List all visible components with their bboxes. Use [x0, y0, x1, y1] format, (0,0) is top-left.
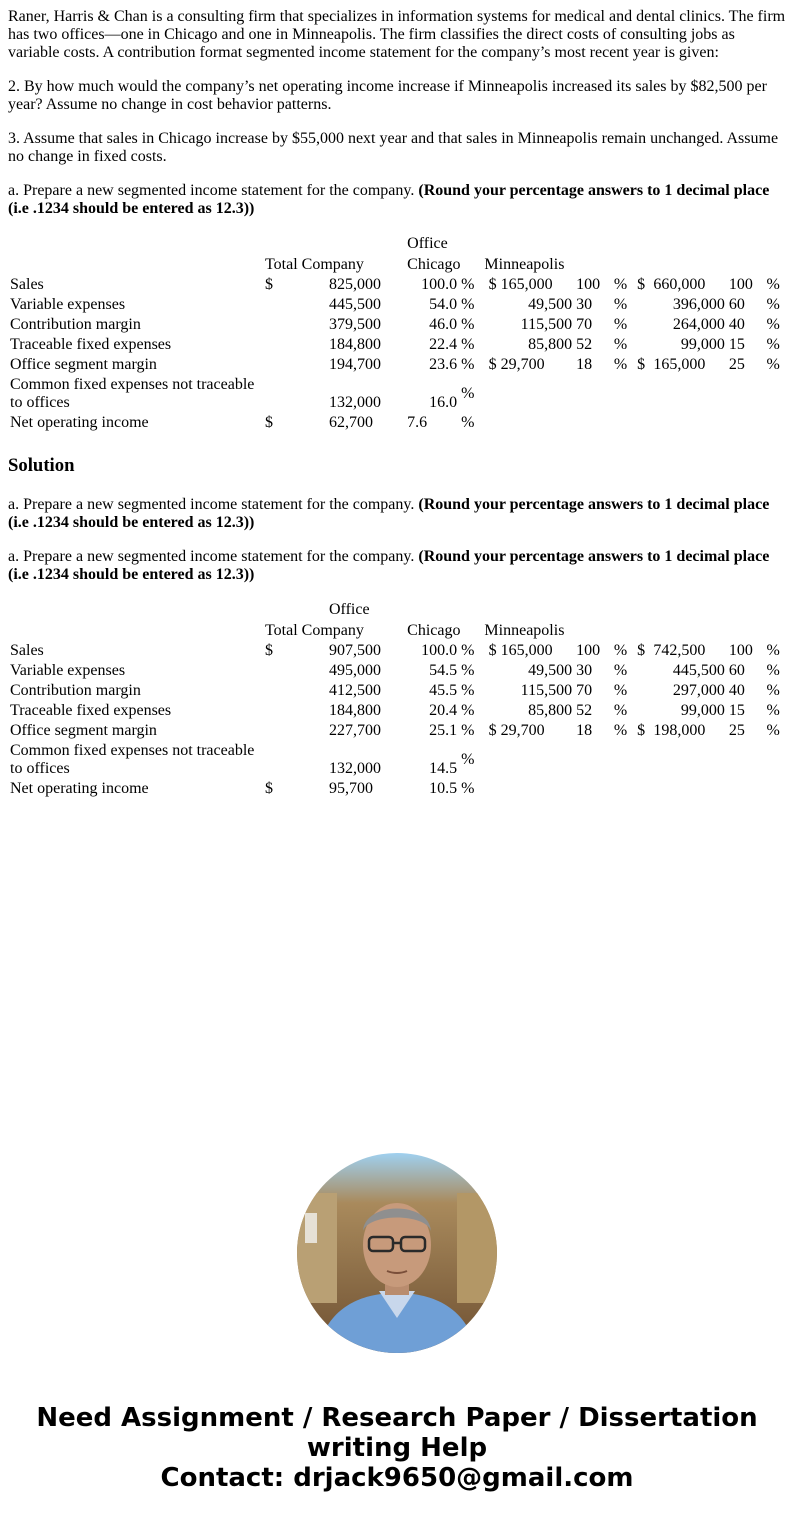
table-row: Variable expenses 495,000 54.5 % 49,500 30 % 445,500 60 %	[10, 662, 780, 679]
author-avatar	[297, 1153, 497, 1353]
part-a-instruction: a. Prepare a new segmented income statement for the company. (Round your percentage answers to 1 decimal place (i.e .1234 should be entered as 12.3))	[8, 182, 770, 217]
table-row: Traceable fixed expenses 184,800 22.4 % 85,800 52 % 99,000 15 %	[10, 336, 780, 353]
part-a-instruction-repeat-1: a. Prepare a new segmented income statement for the company. (Round your percentage answers to 1 decimal place (i.e .1234 should be entered as 12.3))	[8, 496, 770, 531]
table-row: Net operating income $ 95,700 10.5 %	[10, 780, 475, 797]
office-header: Office	[407, 235, 448, 252]
footer-email-line: Contact: drjack9650@gmail.com	[160, 1463, 634, 1493]
income-statement-table-1	[8, 234, 788, 433]
footer-contact	[0, 1403, 794, 1493]
intro-paragraph: Raner, Harris & Chan is a consulting firm that specializes in information systems for medical and dental clinics. The firm has two offices—one in Chicago and one in Minneapolis. The firm classifies the direct costs of consulting jobs as variable costs. A contribution format segmented income statement for the company’s most recent year is given:	[8, 8, 786, 61]
minneapolis-header: Minneapolis	[484, 256, 565, 273]
table-row: Office segment margin 227,700 25.1 % $ 29,700 18 % $ 198,000 25 %	[10, 722, 780, 739]
table-row: Traceable fixed expenses 184,800 20.4 % 85,800 52 % 99,000 15 %	[10, 702, 780, 719]
minneapolis-header: Minneapolis	[484, 622, 565, 639]
table-row: Variable expenses 445,500 54.0 % 49,500 30 % 396,000 60 %	[10, 296, 780, 313]
table-row: Common fixed expenses not traceable to offices 132,000 14.5 %	[10, 742, 475, 777]
table-row: Office segment margin 194,700 23.6 % $ 29,700 18 % $ 165,000 25 %	[10, 356, 780, 373]
total-company-header: Total Company	[265, 256, 364, 273]
table-row: Contribution margin 379,500 46.0 % 115,500 70 % 264,000 40 %	[10, 316, 780, 333]
table-row: Common fixed expenses not traceable to offices 132,000 16.0 %	[10, 376, 475, 411]
office-header: Office	[329, 601, 370, 618]
income-statement-table-2	[8, 600, 788, 799]
solution-heading: Solution	[8, 455, 75, 476]
table-row: Sales $ 825,000 100.0 % $ 165,000 100 % $ 660,000 100 %	[10, 276, 780, 293]
part-a-instruction-repeat-2: a. Prepare a new segmented income statement for the company. (Round your percentage answers to 1 decimal place (i.e .1234 should be entered as 12.3))	[8, 548, 770, 583]
total-company-header: Total Company	[265, 622, 364, 639]
table-row: Sales $ 907,500 100.0 % $ 165,000 100 % $ 742,500 100 %	[10, 642, 780, 659]
question-2: 2. By how much would the company’s net operating income increase if Minneapolis increased its sales by $82,500 per year? Assume no change in cost behavior patterns.	[8, 78, 767, 113]
author-portrait-icon	[297, 1153, 497, 1353]
question-3: 3. Assume that sales in Chicago increase by $55,000 next year and that sales in Minneapolis remain unchanged. Assume no change in fixed costs.	[8, 130, 779, 165]
chicago-header: Chicago	[407, 256, 461, 273]
chicago-header: Chicago	[407, 622, 461, 639]
table-row: Net operating income $ 62,700 7.6 %	[10, 414, 475, 431]
document-body	[8, 8, 786, 799]
footer-promo-line: Need Assignment / Research Paper / Dissertation writing Help	[36, 1403, 758, 1463]
table-row: Contribution margin 412,500 45.5 % 115,500 70 % 297,000 40 %	[10, 682, 780, 699]
